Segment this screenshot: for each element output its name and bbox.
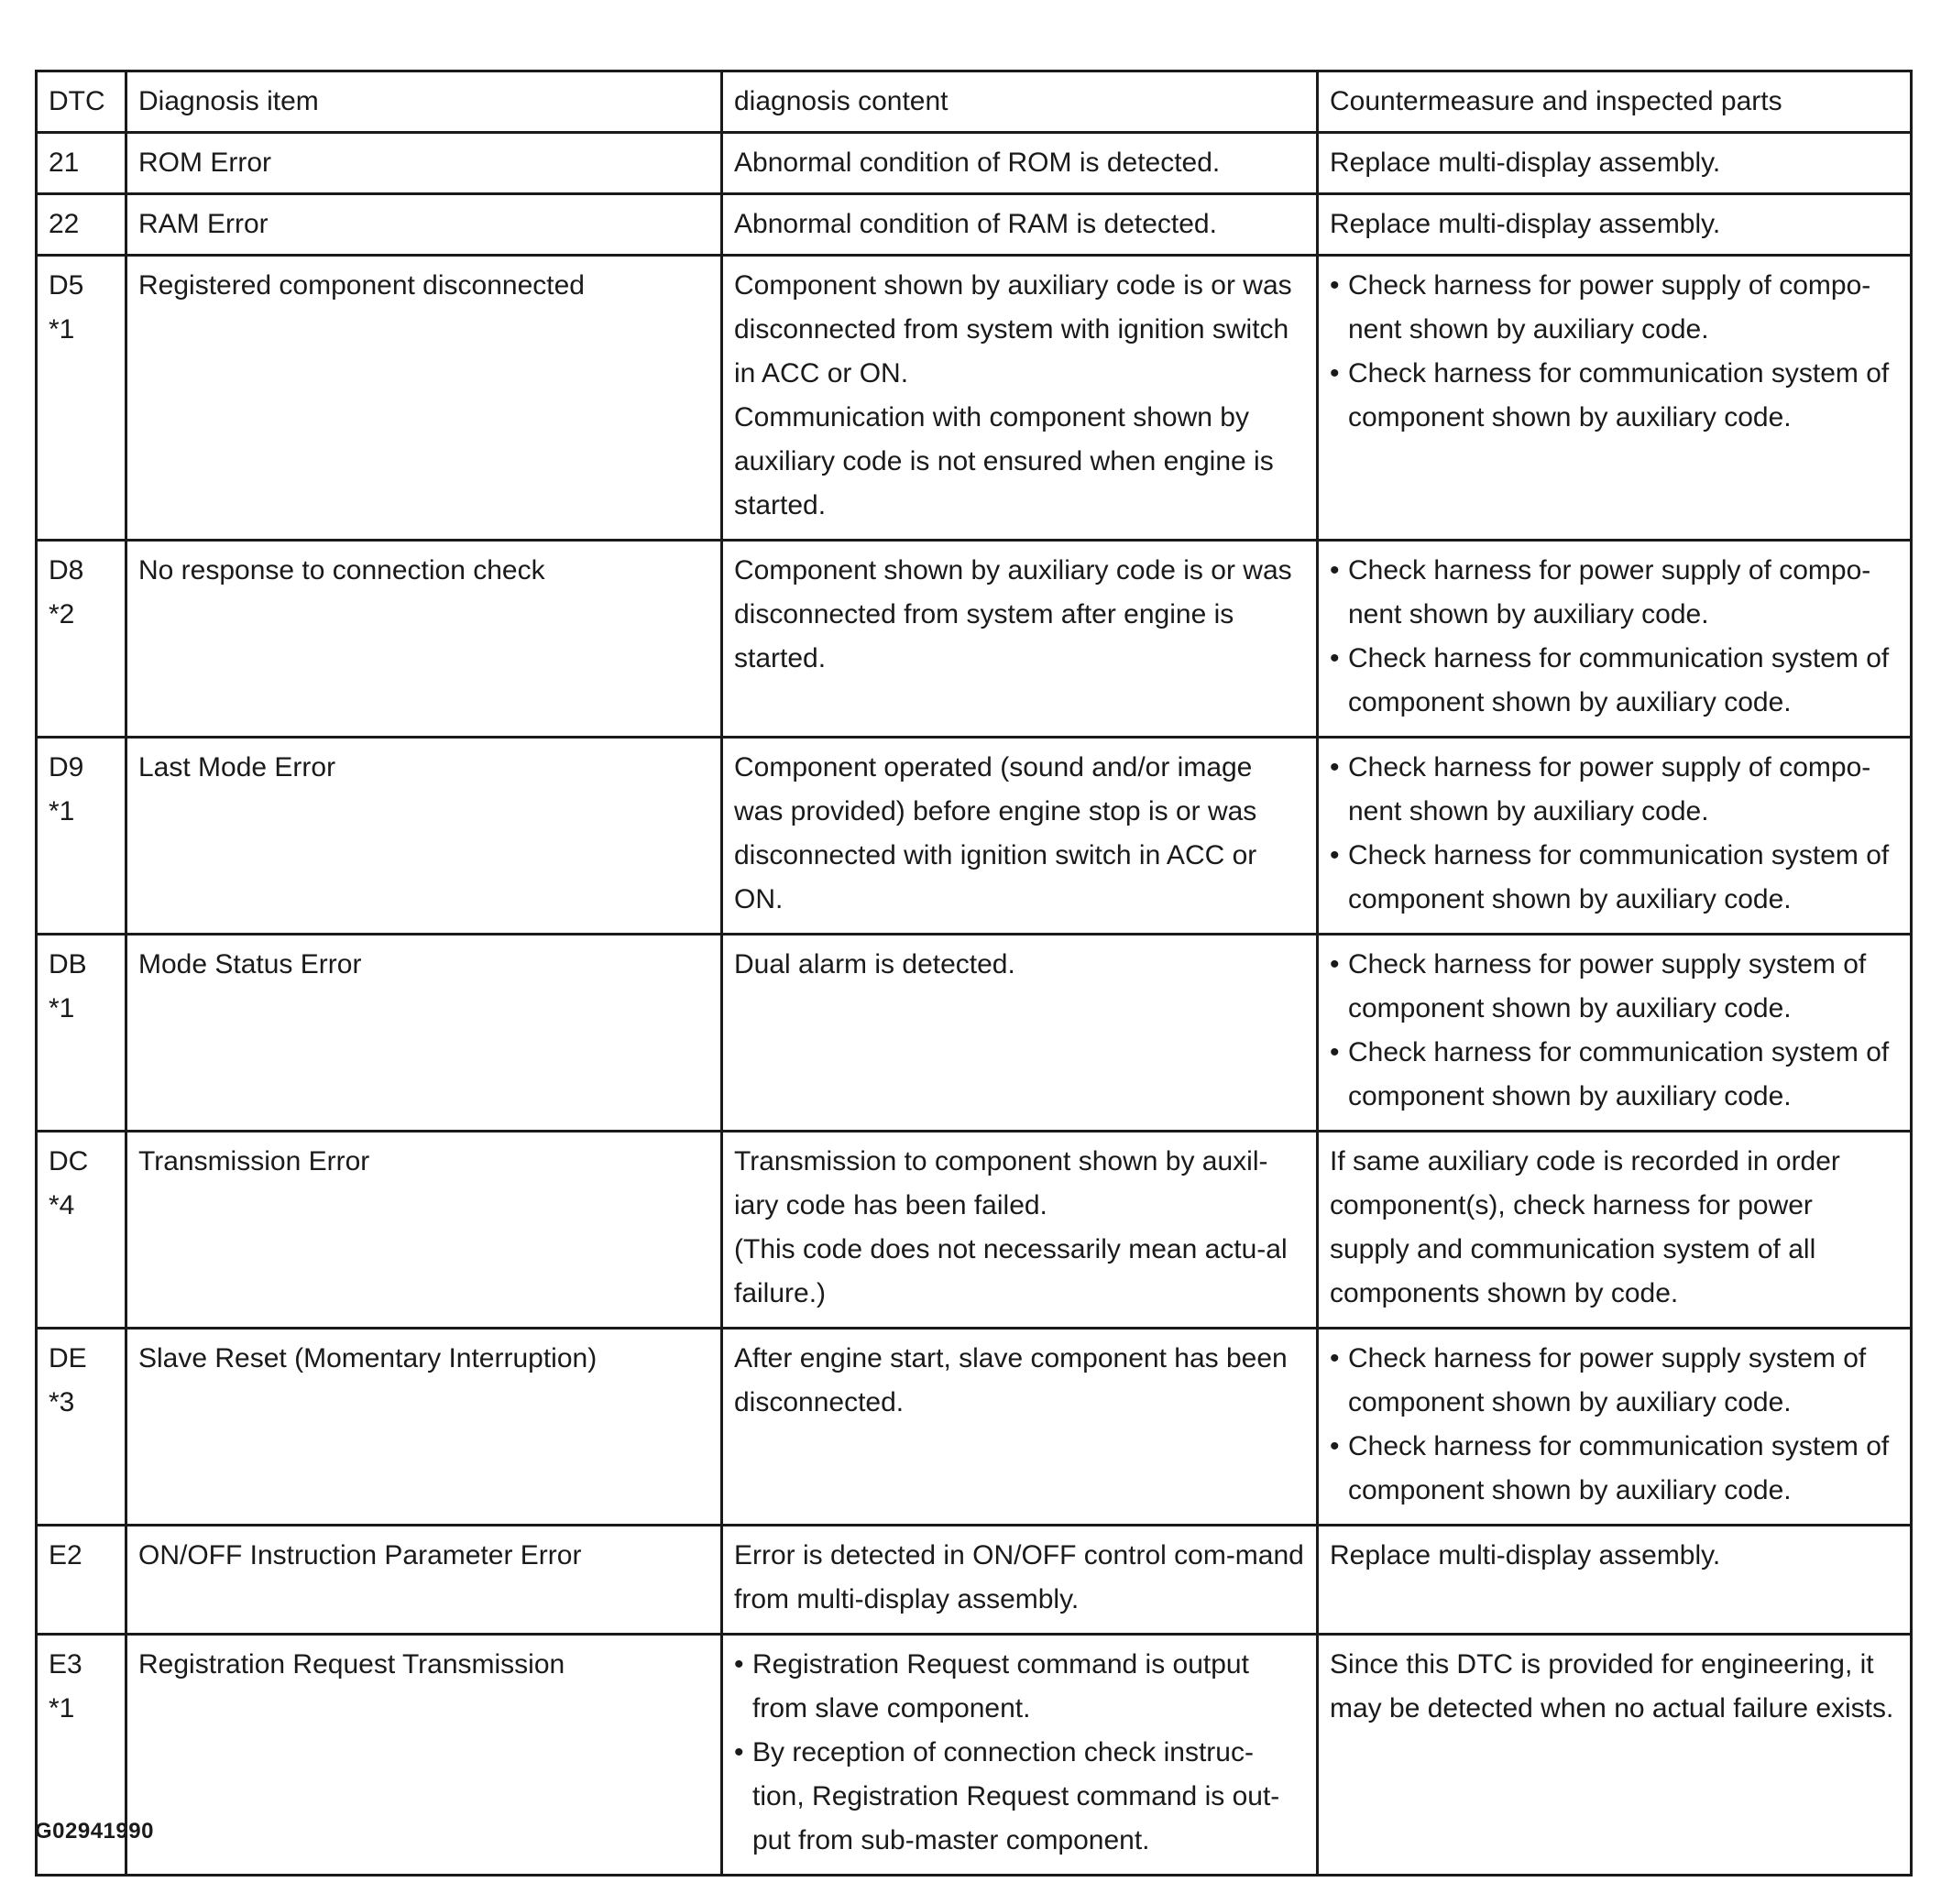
dtc-footnote: *1 — [49, 1693, 75, 1723]
diagnosis-item-cell: No response to connection check — [126, 541, 722, 738]
countermeasure-cell — [1318, 133, 1912, 194]
countermeasure-paragraph: Replace multi-display assembly. — [1330, 148, 1721, 178]
dtc-footnote: *4 — [49, 1190, 75, 1220]
dtc-code-cell — [37, 133, 126, 194]
countermeasure-cell — [1318, 1526, 1912, 1635]
dtc-code: 21 — [49, 148, 80, 178]
diagnosis-item-cell: RAM Error — [126, 194, 722, 256]
figure-id: G02941990 — [35, 1819, 154, 1844]
countermeasure-bullet-list — [1330, 264, 1899, 440]
dtc-code: D5 — [49, 270, 84, 301]
header-diagnosis-content: diagnosis content — [722, 71, 1318, 133]
diagnosis-content-cell — [722, 133, 1318, 194]
dtc-footnote: *1 — [49, 796, 75, 826]
content-paragraph: Abnormal condition of ROM is detected. — [734, 148, 1221, 178]
content-bullet: • By reception of connection check instruc-tion, Registration Request command is out-put from sub-master component. — [734, 1731, 1305, 1863]
countermeasure-bullet: • Check harness for communication system of component shown by auxiliary code. — [1330, 352, 1899, 440]
countermeasure-bullet: • Check harness for communication system of component shown by auxiliary code. — [1330, 1031, 1899, 1119]
dtc-code-cell — [37, 1132, 126, 1329]
countermeasure-bullet-list — [1330, 746, 1899, 922]
diagnosis-content-cell — [722, 1329, 1318, 1526]
countermeasure-bullet-list — [1330, 549, 1899, 725]
diagnosis-item-cell: Transmission Error — [126, 1132, 722, 1329]
dtc-footnote: *2 — [49, 599, 75, 629]
countermeasure-paragraph: Replace multi-display assembly. — [1330, 1540, 1721, 1570]
content-paragraph: Communication with component shown by auxiliary code is not ensured when engine is started. — [734, 402, 1274, 520]
dtc-table — [35, 70, 1913, 1877]
diagnosis-content-cell — [722, 1635, 1318, 1876]
countermeasure-bullet: • Check harness for communication system of component shown by auxiliary code. — [1330, 637, 1899, 725]
countermeasure-paragraph: Since this DTC is provided for engineering, it may be detected when no actual failure exists. — [1330, 1649, 1894, 1723]
table-row — [37, 194, 1912, 256]
diagnosis-item-cell: Slave Reset (Momentary Interruption) — [126, 1329, 722, 1526]
countermeasure-cell — [1318, 1635, 1912, 1876]
diagnosis-item-cell: Mode Status Error — [126, 935, 722, 1132]
dtc-footnote: *3 — [49, 1387, 75, 1417]
content-paragraph: Transmission to component shown by auxil-iary code has been failed. — [734, 1146, 1268, 1220]
dtc-code-cell — [37, 935, 126, 1132]
content-paragraph: Abnormal condition of RAM is detected. — [734, 209, 1217, 239]
countermeasure-bullet-list — [1330, 943, 1899, 1119]
table-row — [37, 935, 1912, 1132]
content-bullet-list — [734, 1643, 1305, 1863]
table-row — [37, 1132, 1912, 1329]
diagnosis-item-cell: Last Mode Error — [126, 738, 722, 935]
content-paragraph: Component operated (sound and/or image was provided) before engine stop is or was disconnected with ignition switch in ACC or ON. — [734, 752, 1257, 914]
dtc-code-cell — [37, 194, 126, 256]
diagnosis-item-cell: ON/OFF Instruction Parameter Error — [126, 1526, 722, 1635]
countermeasure-paragraph: Replace multi-display assembly. — [1330, 209, 1721, 239]
diagnosis-content-cell — [722, 256, 1318, 541]
countermeasure-bullet: • Check harness for power supply of compo-nent shown by auxiliary code. — [1330, 746, 1899, 834]
content-paragraph: Component shown by auxiliary code is or was disconnected from system after engine is started. — [734, 555, 1292, 673]
countermeasure-cell — [1318, 935, 1912, 1132]
table-row — [37, 1526, 1912, 1635]
content-paragraph: After engine start, slave component has been disconnected. — [734, 1343, 1288, 1417]
countermeasure-cell — [1318, 1329, 1912, 1526]
header-diagnosis-item: Diagnosis item — [126, 71, 722, 133]
diagnosis-content-cell — [722, 1526, 1318, 1635]
countermeasure-bullet: • Check harness for communication system of component shown by auxiliary code. — [1330, 834, 1899, 922]
countermeasure-cell — [1318, 738, 1912, 935]
diagnosis-content-cell — [722, 1132, 1318, 1329]
diagnosis-item-cell: Registration Request Transmission — [126, 1635, 722, 1876]
countermeasure-bullet: • Check harness for power supply system of component shown by auxiliary code. — [1330, 943, 1899, 1031]
dtc-code: DB — [49, 949, 87, 979]
dtc-code-cell — [37, 256, 126, 541]
dtc-code: D8 — [49, 555, 84, 585]
table-row — [37, 133, 1912, 194]
diagnosis-item-cell: Registered component disconnected — [126, 256, 722, 541]
dtc-code-cell — [37, 738, 126, 935]
dtc-code: E3 — [49, 1649, 82, 1680]
header-dtc: DTC — [37, 71, 126, 133]
table-row — [37, 738, 1912, 935]
countermeasure-bullet: • Check harness for power supply of compo-nent shown by auxiliary code. — [1330, 264, 1899, 352]
diagnosis-content-cell — [722, 738, 1318, 935]
dtc-table-body — [37, 71, 1912, 1876]
countermeasure-bullet: • Check harness for communication system of component shown by auxiliary code. — [1330, 1425, 1899, 1513]
dtc-code: DE — [49, 1343, 87, 1373]
dtc-code-cell — [37, 1329, 126, 1526]
table-row — [37, 1329, 1912, 1526]
dtc-footnote: *1 — [49, 993, 75, 1023]
diagnosis-content-cell — [722, 935, 1318, 1132]
dtc-footnote: *1 — [49, 314, 75, 345]
content-paragraph: (This code does not necessarily mean actu-al failure.) — [734, 1234, 1288, 1308]
diagnosis-content-cell — [722, 194, 1318, 256]
content-paragraph: Component shown by auxiliary code is or was disconnected from system with ignition switch in ACC or ON. — [734, 270, 1292, 388]
content-bullet: • Registration Request command is output from slave component. — [734, 1643, 1305, 1731]
countermeasure-cell — [1318, 256, 1912, 541]
dtc-code: DC — [49, 1146, 89, 1176]
countermeasure-cell — [1318, 541, 1912, 738]
countermeasure-bullet-list — [1330, 1337, 1899, 1513]
diagnosis-item-cell: ROM Error — [126, 133, 722, 194]
dtc-code: 22 — [49, 209, 80, 239]
table-row — [37, 541, 1912, 738]
countermeasure-bullet: • Check harness for power supply system of component shown by auxiliary code. — [1330, 1337, 1899, 1425]
header-row — [37, 71, 1912, 133]
countermeasure-bullet: • Check harness for power supply of compo-nent shown by auxiliary code. — [1330, 549, 1899, 637]
diagnosis-content-cell — [722, 541, 1318, 738]
countermeasure-paragraph: If same auxiliary code is recorded in order component(s), check harness for power supply and communication system of all components shown by code. — [1330, 1146, 1840, 1308]
dtc-code-cell — [37, 541, 126, 738]
dtc-code: E2 — [49, 1540, 82, 1570]
countermeasure-cell — [1318, 1132, 1912, 1329]
countermeasure-cell — [1318, 194, 1912, 256]
dtc-code-cell — [37, 1526, 126, 1635]
content-paragraph: Dual alarm is detected. — [734, 949, 1015, 979]
table-row — [37, 1635, 1912, 1876]
header-countermeasure: Countermeasure and inspected parts — [1318, 71, 1912, 133]
table-row — [37, 256, 1912, 541]
dtc-code: D9 — [49, 752, 84, 782]
content-paragraph: Error is detected in ON/OFF control com-mand from multi-display assembly. — [734, 1540, 1304, 1614]
